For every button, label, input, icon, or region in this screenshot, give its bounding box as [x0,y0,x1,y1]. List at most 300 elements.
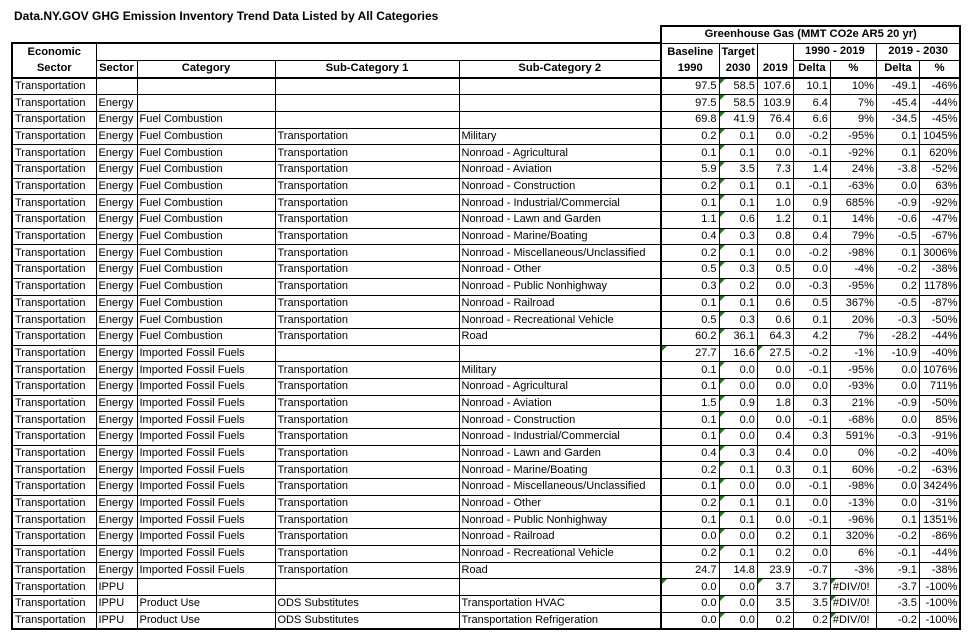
cell-delta-1990-2019[interactable]: -0.1 [793,412,830,429]
cell-sub-category-2[interactable]: Nonroad - Public Nonhighway [459,512,661,529]
cell-delta-2019-2030[interactable]: 0.0 [876,178,919,195]
cell-category[interactable]: Fuel Combustion [137,262,275,279]
cell-baseline-1990[interactable]: 0.1 [661,412,719,429]
cell-baseline-1990[interactable]: 0.3 [661,278,719,295]
cell-baseline-1990[interactable]: 0.1 [661,479,719,496]
cell-sub-category-1[interactable]: Transportation [275,178,459,195]
cell-sub-category-1[interactable]: Transportation [275,195,459,212]
cell-target-2030[interactable]: 0.1 [719,145,757,162]
cell-baseline-1990[interactable]: 0.2 [661,545,719,562]
cell-pct-1990-2019[interactable]: 14% [830,212,876,229]
cell-sub-category-2[interactable]: Nonroad - Marine/Boating [459,462,661,479]
cell-category[interactable]: Imported Fossil Fuels [137,529,275,546]
cell-category[interactable]: Imported Fossil Fuels [137,412,275,429]
cell-delta-1990-2019[interactable]: -0.1 [793,178,830,195]
cell-target-2030[interactable]: 0.0 [719,595,757,612]
cell-pct-1990-2019[interactable]: -68% [830,412,876,429]
cell-2019[interactable]: 0.0 [757,512,793,529]
cell-sector[interactable]: Energy [96,178,137,195]
cell-sub-category-2[interactable]: Nonroad - Public Nonhighway [459,278,661,295]
cell-2019[interactable]: 0.0 [757,378,793,395]
cell-delta-1990-2019[interactable]: 4.2 [793,328,830,345]
cell-sector[interactable]: Energy [96,512,137,529]
cell-target-2030[interactable]: 0.0 [719,529,757,546]
cell-pct-1990-2019[interactable]: -93% [830,378,876,395]
cell-pct-1990-2019[interactable]: 367% [830,295,876,312]
cell-pct-1990-2019[interactable]: 10% [830,78,876,95]
cell-baseline-1990[interactable]: 0.0 [661,595,719,612]
cell-delta-1990-2019[interactable]: 0.1 [793,462,830,479]
cell-sub-category-1[interactable]: Transportation [275,512,459,529]
cell-pct-2019-2030[interactable]: -40% [919,445,960,462]
cell-pct-2019-2030[interactable]: 620% [919,145,960,162]
cell-economic-sector[interactable]: Transportation [12,395,96,412]
cell-pct-2019-2030[interactable]: 1351% [919,512,960,529]
cell-target-2030[interactable]: 0.0 [719,412,757,429]
cell-delta-2019-2030[interactable]: -0.6 [876,212,919,229]
cell-2019[interactable]: 0.0 [757,479,793,496]
cell-sector[interactable] [96,78,137,95]
cell-2019[interactable]: 0.3 [757,462,793,479]
cell-economic-sector[interactable]: Transportation [12,378,96,395]
cell-category[interactable]: Imported Fossil Fuels [137,512,275,529]
cell-baseline-1990[interactable]: 0.2 [661,245,719,262]
cell-2019[interactable]: 0.2 [757,612,793,629]
cell-delta-2019-2030[interactable]: -49.1 [876,78,919,95]
cell-baseline-1990[interactable]: 0.1 [661,429,719,446]
cell-baseline-1990[interactable]: 0.4 [661,445,719,462]
cell-2019[interactable]: 0.6 [757,312,793,329]
cell-delta-2019-2030[interactable]: -0.5 [876,295,919,312]
cell-sub-category-2[interactable]: Nonroad - Aviation [459,395,661,412]
cell-delta-2019-2030[interactable]: 0.0 [876,495,919,512]
cell-delta-1990-2019[interactable]: -0.1 [793,145,830,162]
cell-pct-2019-2030[interactable]: -100% [919,595,960,612]
cell-category[interactable]: Fuel Combustion [137,312,275,329]
cell-pct-2019-2030[interactable]: -40% [919,345,960,362]
cell-pct-2019-2030[interactable]: 85% [919,412,960,429]
cell-2019[interactable]: 103.9 [757,95,793,112]
cell-economic-sector[interactable]: Transportation [12,128,96,145]
cell-sector[interactable]: Energy [96,162,137,179]
cell-economic-sector[interactable]: Transportation [12,545,96,562]
cell-baseline-1990[interactable]: 0.4 [661,228,719,245]
cell-sub-category-2[interactable]: Nonroad - Construction [459,412,661,429]
cell-2019[interactable]: 0.1 [757,495,793,512]
cell-sector[interactable]: Energy [96,145,137,162]
cell-pct-2019-2030[interactable]: -31% [919,495,960,512]
cell-economic-sector[interactable]: Transportation [12,429,96,446]
cell-target-2030[interactable]: 0.0 [719,378,757,395]
cell-sector[interactable]: Energy [96,95,137,112]
cell-2019[interactable]: 64.3 [757,328,793,345]
cell-sector[interactable]: Energy [96,412,137,429]
cell-delta-1990-2019[interactable]: 0.0 [793,262,830,279]
cell-pct-2019-2030[interactable]: -100% [919,612,960,629]
cell-pct-1990-2019[interactable]: #DIV/0! [830,595,876,612]
cell-pct-1990-2019[interactable]: 685% [830,195,876,212]
cell-2019[interactable]: 0.0 [757,362,793,379]
cell-target-2030[interactable]: 0.1 [719,512,757,529]
cell-delta-2019-2030[interactable]: -0.2 [876,529,919,546]
cell-target-2030[interactable]: 0.1 [719,495,757,512]
cell-baseline-1990[interactable]: 0.1 [661,145,719,162]
cell-target-2030[interactable]: 0.6 [719,212,757,229]
cell-economic-sector[interactable]: Transportation [12,178,96,195]
cell-delta-2019-2030[interactable]: -9.1 [876,562,919,579]
cell-pct-1990-2019[interactable]: -95% [830,278,876,295]
cell-delta-1990-2019[interactable]: -0.1 [793,512,830,529]
cell-category[interactable]: Fuel Combustion [137,162,275,179]
cell-economic-sector[interactable]: Transportation [12,145,96,162]
cell-category[interactable]: Fuel Combustion [137,278,275,295]
cell-pct-2019-2030[interactable]: -67% [919,228,960,245]
cell-delta-1990-2019[interactable]: 0.1 [793,312,830,329]
cell-sub-category-1[interactable]: Transportation [275,378,459,395]
cell-category[interactable]: Fuel Combustion [137,212,275,229]
cell-category[interactable]: Imported Fossil Fuels [137,378,275,395]
cell-delta-2019-2030[interactable]: -0.3 [876,312,919,329]
cell-sector[interactable]: Energy [96,111,137,128]
cell-sector[interactable]: Energy [96,429,137,446]
cell-pct-2019-2030[interactable]: 711% [919,378,960,395]
cell-target-2030[interactable]: 0.1 [719,295,757,312]
cell-delta-2019-2030[interactable]: 0.0 [876,378,919,395]
cell-category[interactable]: Imported Fossil Fuels [137,462,275,479]
cell-sub-category-1[interactable] [275,95,459,112]
cell-pct-1990-2019[interactable]: -3% [830,562,876,579]
cell-sub-category-2[interactable] [459,345,661,362]
cell-pct-1990-2019[interactable]: 591% [830,429,876,446]
cell-target-2030[interactable]: 0.0 [719,579,757,596]
cell-delta-2019-2030[interactable]: -28.2 [876,328,919,345]
cell-pct-1990-2019[interactable]: 7% [830,95,876,112]
cell-sector[interactable]: Energy [96,245,137,262]
cell-pct-2019-2030[interactable]: -91% [919,429,960,446]
cell-sub-category-1[interactable]: Transportation [275,312,459,329]
cell-target-2030[interactable]: 0.1 [719,178,757,195]
cell-category[interactable]: Imported Fossil Fuels [137,362,275,379]
cell-sub-category-1[interactable]: ODS Substitutes [275,595,459,612]
cell-sub-category-1[interactable]: ODS Substitutes [275,612,459,629]
cell-delta-1990-2019[interactable]: -0.3 [793,278,830,295]
cell-2019[interactable]: 0.5 [757,262,793,279]
cell-target-2030[interactable]: 0.1 [719,195,757,212]
cell-delta-1990-2019[interactable]: -0.2 [793,128,830,145]
cell-baseline-1990[interactable]: 0.1 [661,512,719,529]
cell-pct-1990-2019[interactable]: -1% [830,345,876,362]
cell-delta-2019-2030[interactable]: -0.3 [876,429,919,446]
cell-sector[interactable]: Energy [96,395,137,412]
cell-delta-2019-2030[interactable]: -3.5 [876,595,919,612]
cell-sub-category-2[interactable]: Nonroad - Railroad [459,295,661,312]
cell-category[interactable]: Fuel Combustion [137,145,275,162]
cell-pct-1990-2019[interactable]: -96% [830,512,876,529]
cell-sector[interactable]: IPPU [96,595,137,612]
cell-economic-sector[interactable]: Transportation [12,595,96,612]
cell-pct-1990-2019[interactable]: #DIV/0! [830,579,876,596]
cell-sub-category-1[interactable]: Transportation [275,262,459,279]
cell-economic-sector[interactable]: Transportation [12,479,96,496]
cell-baseline-1990[interactable]: 0.2 [661,495,719,512]
cell-sub-category-2[interactable] [459,78,661,95]
cell-pct-1990-2019[interactable]: 79% [830,228,876,245]
cell-delta-2019-2030[interactable]: 0.0 [876,479,919,496]
cell-sub-category-2[interactable]: Road [459,562,661,579]
cell-sector[interactable]: Energy [96,479,137,496]
cell-baseline-1990[interactable]: 27.7 [661,345,719,362]
cell-target-2030[interactable]: 0.1 [719,545,757,562]
cell-target-2030[interactable]: 0.0 [719,362,757,379]
cell-baseline-1990[interactable]: 0.5 [661,312,719,329]
cell-target-2030[interactable]: 0.3 [719,228,757,245]
cell-2019[interactable]: 0.0 [757,128,793,145]
cell-target-2030[interactable]: 58.5 [719,78,757,95]
cell-category[interactable]: Imported Fossil Fuels [137,345,275,362]
cell-target-2030[interactable]: 0.0 [719,479,757,496]
cell-sub-category-2[interactable] [459,111,661,128]
cell-sub-category-1[interactable] [275,78,459,95]
cell-economic-sector[interactable]: Transportation [12,462,96,479]
cell-category[interactable]: Imported Fossil Fuels [137,479,275,496]
cell-target-2030[interactable]: 0.0 [719,612,757,629]
cell-delta-1990-2019[interactable]: 6.4 [793,95,830,112]
cell-delta-2019-2030[interactable]: -0.2 [876,462,919,479]
cell-pct-1990-2019[interactable]: -13% [830,495,876,512]
cell-baseline-1990[interactable]: 97.5 [661,78,719,95]
cell-2019[interactable]: 0.6 [757,295,793,312]
cell-pct-2019-2030[interactable]: -46% [919,78,960,95]
cell-target-2030[interactable]: 0.1 [719,245,757,262]
cell-category[interactable] [137,579,275,596]
cell-economic-sector[interactable]: Transportation [12,162,96,179]
cell-category[interactable]: Fuel Combustion [137,128,275,145]
cell-category[interactable]: Imported Fossil Fuels [137,395,275,412]
cell-economic-sector[interactable]: Transportation [12,495,96,512]
cell-2019[interactable]: 27.5 [757,345,793,362]
cell-pct-2019-2030[interactable]: -47% [919,212,960,229]
cell-delta-1990-2019[interactable]: -0.1 [793,479,830,496]
cell-2019[interactable]: 0.0 [757,145,793,162]
cell-delta-1990-2019[interactable]: -0.7 [793,562,830,579]
cell-sector[interactable]: Energy [96,345,137,362]
cell-delta-1990-2019[interactable]: 1.4 [793,162,830,179]
cell-sector[interactable]: Energy [96,378,137,395]
cell-category[interactable]: Product Use [137,612,275,629]
cell-sector[interactable]: Energy [96,529,137,546]
cell-baseline-1990[interactable]: 0.2 [661,178,719,195]
cell-baseline-1990[interactable]: 0.0 [661,529,719,546]
cell-delta-1990-2019[interactable]: 0.0 [793,545,830,562]
cell-sub-category-1[interactable] [275,345,459,362]
cell-sub-category-2[interactable]: Transportation Refrigeration [459,612,661,629]
cell-pct-1990-2019[interactable]: 24% [830,162,876,179]
cell-pct-2019-2030[interactable]: -38% [919,562,960,579]
cell-delta-1990-2019[interactable]: -0.2 [793,345,830,362]
cell-sector[interactable]: Energy [96,462,137,479]
cell-sector[interactable]: IPPU [96,612,137,629]
cell-sub-category-1[interactable]: Transportation [275,495,459,512]
cell-delta-2019-2030[interactable]: -0.2 [876,612,919,629]
cell-sub-category-2[interactable]: Nonroad - Construction [459,178,661,195]
cell-delta-2019-2030[interactable]: -0.2 [876,445,919,462]
cell-sub-category-2[interactable]: Nonroad - Other [459,495,661,512]
cell-delta-2019-2030[interactable]: -0.5 [876,228,919,245]
cell-category[interactable]: Fuel Combustion [137,295,275,312]
cell-sector[interactable]: Energy [96,262,137,279]
cell-pct-1990-2019[interactable]: 6% [830,545,876,562]
cell-baseline-1990[interactable]: 0.0 [661,579,719,596]
cell-delta-2019-2030[interactable]: -45.4 [876,95,919,112]
cell-category[interactable]: Imported Fossil Fuels [137,545,275,562]
cell-baseline-1990[interactable]: 0.1 [661,295,719,312]
cell-pct-1990-2019[interactable]: 20% [830,312,876,329]
cell-category[interactable]: Imported Fossil Fuels [137,445,275,462]
cell-category[interactable]: Product Use [137,595,275,612]
cell-sector[interactable]: Energy [96,212,137,229]
cell-pct-1990-2019[interactable]: 320% [830,529,876,546]
cell-sub-category-1[interactable]: Transportation [275,145,459,162]
cell-sub-category-1[interactable]: Transportation [275,545,459,562]
cell-pct-1990-2019[interactable]: 0% [830,445,876,462]
cell-delta-1990-2019[interactable]: 0.0 [793,445,830,462]
cell-delta-1990-2019[interactable]: -0.1 [793,362,830,379]
cell-pct-2019-2030[interactable]: -86% [919,529,960,546]
cell-baseline-1990[interactable]: 1.1 [661,212,719,229]
cell-sector[interactable]: Energy [96,278,137,295]
cell-economic-sector[interactable]: Transportation [12,95,96,112]
cell-delta-2019-2030[interactable]: -0.2 [876,262,919,279]
cell-sub-category-1[interactable]: Transportation [275,278,459,295]
cell-delta-1990-2019[interactable]: 10.1 [793,78,830,95]
cell-economic-sector[interactable]: Transportation [12,579,96,596]
cell-pct-2019-2030[interactable]: -87% [919,295,960,312]
cell-economic-sector[interactable]: Transportation [12,345,96,362]
cell-pct-1990-2019[interactable]: -98% [830,245,876,262]
cell-sub-category-1[interactable]: Transportation [275,328,459,345]
cell-baseline-1990[interactable]: 0.0 [661,612,719,629]
cell-pct-1990-2019[interactable]: 7% [830,328,876,345]
cell-sub-category-2[interactable]: Nonroad - Marine/Boating [459,228,661,245]
cell-target-2030[interactable]: 0.3 [719,312,757,329]
cell-pct-2019-2030[interactable]: -52% [919,162,960,179]
cell-delta-2019-2030[interactable]: -0.9 [876,395,919,412]
cell-sector[interactable]: Energy [96,228,137,245]
cell-2019[interactable]: 0.0 [757,412,793,429]
cell-sub-category-1[interactable] [275,579,459,596]
cell-sub-category-2[interactable]: Nonroad - Recreational Vehicle [459,545,661,562]
cell-economic-sector[interactable]: Transportation [12,412,96,429]
cell-economic-sector[interactable]: Transportation [12,245,96,262]
cell-2019[interactable]: 76.4 [757,111,793,128]
cell-delta-1990-2019[interactable]: 6.6 [793,111,830,128]
cell-pct-1990-2019[interactable]: -95% [830,362,876,379]
cell-2019[interactable]: 3.7 [757,579,793,596]
cell-sub-category-1[interactable]: Transportation [275,479,459,496]
cell-delta-1990-2019[interactable]: 0.3 [793,429,830,446]
cell-sub-category-1[interactable]: Transportation [275,462,459,479]
cell-pct-2019-2030[interactable]: 63% [919,178,960,195]
cell-pct-2019-2030[interactable]: 3006% [919,245,960,262]
cell-delta-1990-2019[interactable]: -0.2 [793,245,830,262]
cell-sub-category-1[interactable]: Transportation [275,245,459,262]
cell-delta-2019-2030[interactable]: 0.1 [876,512,919,529]
cell-delta-2019-2030[interactable]: -3.7 [876,579,919,596]
cell-sector[interactable]: Energy [96,195,137,212]
cell-pct-2019-2030[interactable]: -50% [919,312,960,329]
cell-pct-1990-2019[interactable]: -63% [830,178,876,195]
cell-2019[interactable]: 0.2 [757,529,793,546]
cell-sub-category-1[interactable]: Transportation [275,529,459,546]
cell-delta-1990-2019[interactable]: 0.9 [793,195,830,212]
cell-sub-category-1[interactable]: Transportation [275,212,459,229]
cell-sub-category-1[interactable]: Transportation [275,295,459,312]
cell-target-2030[interactable]: 0.1 [719,462,757,479]
cell-baseline-1990[interactable]: 5.9 [661,162,719,179]
cell-target-2030[interactable]: 41.9 [719,111,757,128]
cell-delta-1990-2019[interactable]: 0.0 [793,378,830,395]
cell-economic-sector[interactable]: Transportation [12,529,96,546]
cell-delta-2019-2030[interactable]: 0.2 [876,278,919,295]
cell-delta-1990-2019[interactable]: 0.5 [793,295,830,312]
cell-pct-1990-2019[interactable]: 9% [830,111,876,128]
cell-economic-sector[interactable]: Transportation [12,278,96,295]
cell-economic-sector[interactable]: Transportation [12,328,96,345]
cell-2019[interactable]: 7.3 [757,162,793,179]
cell-pct-2019-2030[interactable]: 3424% [919,479,960,496]
cell-sub-category-2[interactable]: Nonroad - Agricultural [459,378,661,395]
cell-sub-category-1[interactable]: Transportation [275,445,459,462]
cell-delta-1990-2019[interactable]: 0.1 [793,212,830,229]
cell-category[interactable]: Fuel Combustion [137,328,275,345]
cell-economic-sector[interactable]: Transportation [12,78,96,95]
cell-sub-category-2[interactable]: Nonroad - Railroad [459,529,661,546]
cell-sub-category-2[interactable]: Transportation HVAC [459,595,661,612]
cell-baseline-1990[interactable]: 1.5 [661,395,719,412]
cell-2019[interactable]: 0.4 [757,445,793,462]
cell-delta-2019-2030[interactable]: -0.1 [876,545,919,562]
cell-delta-2019-2030[interactable]: 0.1 [876,145,919,162]
cell-baseline-1990[interactable]: 24.7 [661,562,719,579]
cell-delta-2019-2030[interactable]: -34.5 [876,111,919,128]
cell-pct-2019-2030[interactable]: -100% [919,579,960,596]
cell-delta-1990-2019[interactable]: 3.7 [793,579,830,596]
cell-sector[interactable]: Energy [96,295,137,312]
cell-delta-2019-2030[interactable]: -10.9 [876,345,919,362]
cell-sub-category-1[interactable]: Transportation [275,128,459,145]
cell-pct-2019-2030[interactable]: -63% [919,462,960,479]
cell-pct-1990-2019[interactable]: #DIV/0! [830,612,876,629]
cell-baseline-1990[interactable]: 0.2 [661,462,719,479]
cell-sub-category-1[interactable]: Transportation [275,412,459,429]
cell-pct-1990-2019[interactable]: -4% [830,262,876,279]
cell-2019[interactable]: 3.5 [757,595,793,612]
cell-target-2030[interactable]: 14.8 [719,562,757,579]
cell-sub-category-2[interactable]: Nonroad - Miscellaneous/Unclassified [459,479,661,496]
cell-pct-2019-2030[interactable]: -92% [919,195,960,212]
cell-sector[interactable]: Energy [96,562,137,579]
cell-delta-2019-2030[interactable]: 0.1 [876,128,919,145]
cell-pct-2019-2030[interactable]: 1076% [919,362,960,379]
cell-economic-sector[interactable]: Transportation [12,612,96,629]
cell-sub-category-2[interactable] [459,579,661,596]
cell-delta-1990-2019[interactable]: 0.2 [793,612,830,629]
cell-pct-1990-2019[interactable]: -98% [830,479,876,496]
cell-target-2030[interactable]: 0.3 [719,445,757,462]
cell-sector[interactable]: IPPU [96,579,137,596]
cell-sub-category-2[interactable]: Military [459,128,661,145]
cell-baseline-1990[interactable]: 97.5 [661,95,719,112]
